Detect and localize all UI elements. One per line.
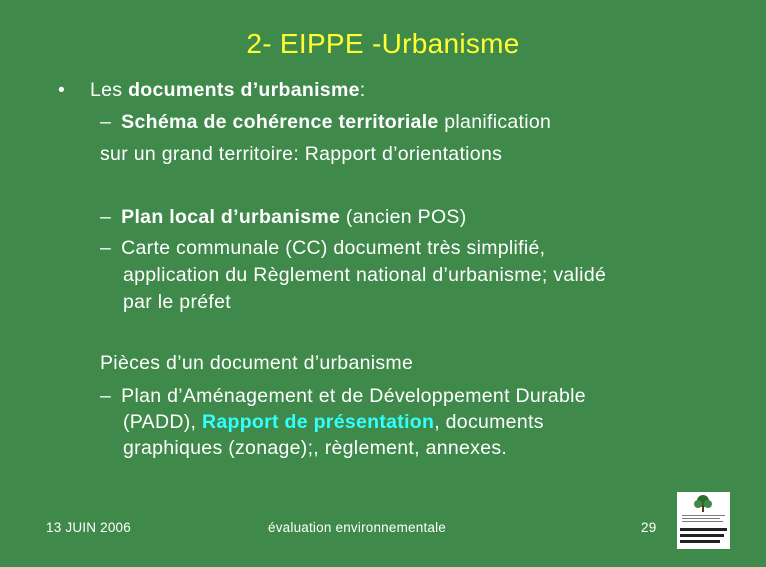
scot-title: Schéma de cohérence territoriale — [121, 111, 439, 133]
plu-rest: (ancien POS) — [340, 206, 467, 228]
rapport-presentation-highlight: Rapport de présentation — [201, 411, 435, 433]
bullet-bold: documents d’urbanisme — [128, 79, 360, 101]
diren-logo — [677, 492, 730, 549]
dash-icon: – — [100, 111, 112, 133]
dash-icon: – — [100, 206, 112, 228]
dash-icon: – — [100, 385, 112, 407]
padd-line-2-post: , documents — [434, 411, 544, 433]
dash-icon: – — [100, 237, 112, 259]
bullet-suffix: : — [359, 79, 366, 101]
subitem-scot — [100, 110, 551, 134]
padd-line-1: Plan d’Aménagement et de Développement Durable — [121, 385, 586, 407]
bullet-prefix: Les — [90, 79, 129, 101]
subitem-padd — [100, 384, 586, 408]
carte-line-1: Carte communale (CC) document très simplifié, — [121, 237, 546, 259]
scot-rest: planification — [438, 111, 552, 133]
pieces-heading: Pièces d’un document d’urbanisme — [100, 352, 414, 374]
tree-logo-icon — [677, 492, 730, 549]
footer-page-number: 29 — [641, 520, 657, 535]
padd-line-3: graphiques (zonage);, règlement, annexes. — [123, 437, 508, 459]
padd-line-2-pre: (PADD), — [123, 411, 202, 433]
carte-line-2: application du Règlement national d’urbanisme; validé — [123, 264, 607, 286]
subitem-plu — [100, 205, 467, 229]
scot-continuation: sur un grand territoire: Rapport d’orientations — [100, 143, 503, 165]
plu-title: Plan local d’urbanisme — [121, 206, 341, 228]
bullet-documents-urbanisme — [90, 78, 365, 102]
bullet-icon: • — [58, 79, 66, 101]
padd-line-2 — [123, 410, 544, 434]
slide-title: 2- EIPPE -Urbanisme — [246, 28, 520, 59]
footer-center: évaluation environnementale — [268, 520, 447, 535]
carte-line-3: par le préfet — [123, 291, 231, 313]
subitem-carte-communale — [100, 236, 545, 260]
footer-date: 13 JUIN 2006 — [46, 520, 131, 535]
